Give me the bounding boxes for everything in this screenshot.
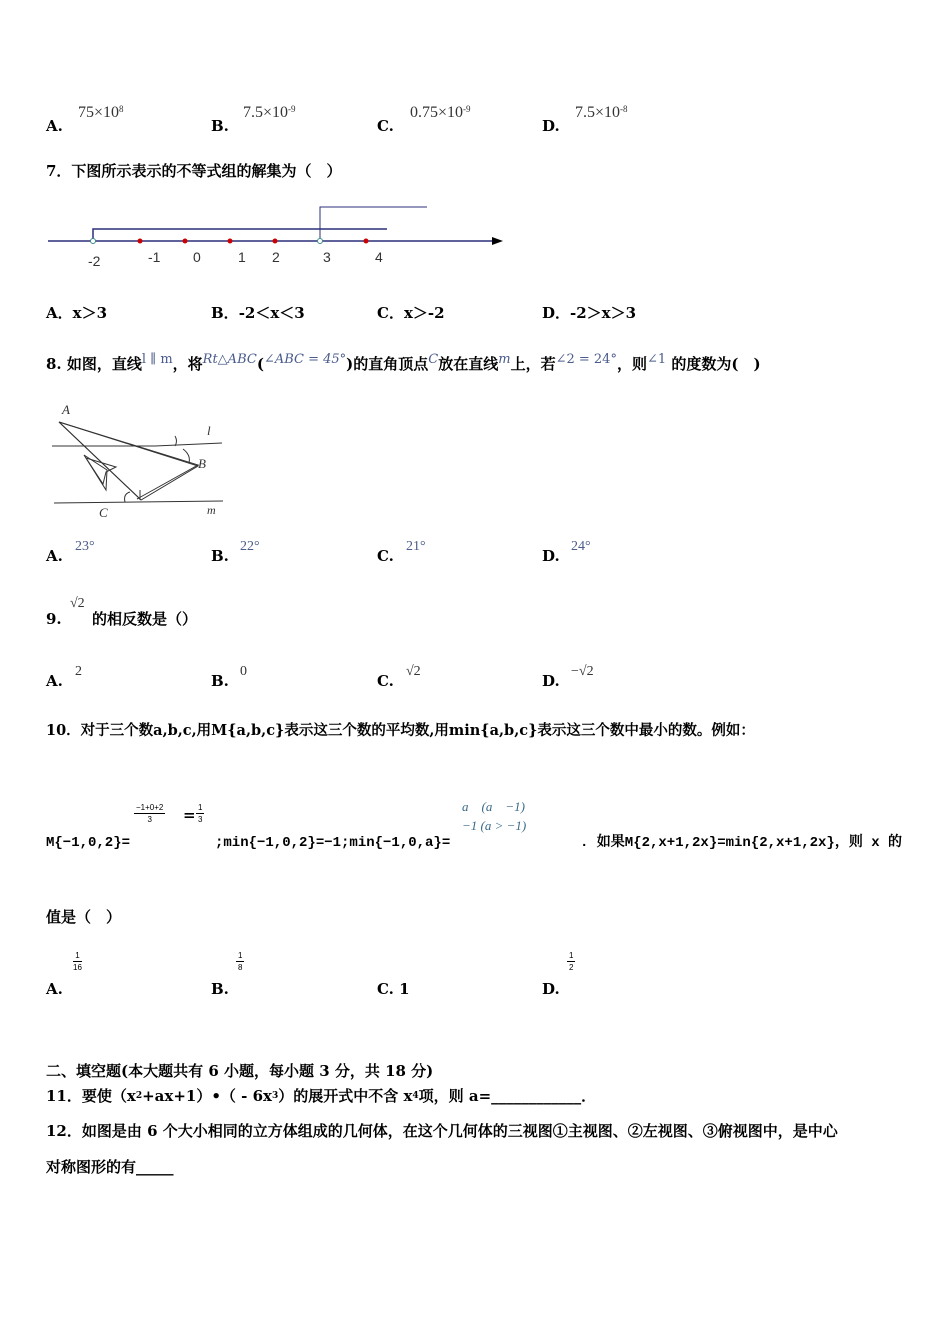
q10-option-d-label: D. xyxy=(542,980,560,998)
tick-label: -2 xyxy=(88,253,101,269)
q6-option-b-label: B. xyxy=(211,117,229,135)
label: B． xyxy=(211,304,239,322)
q11-question xyxy=(46,1087,596,1105)
label: D． xyxy=(542,304,571,322)
t: ，将 xyxy=(172,355,203,373)
label: C. xyxy=(377,980,394,998)
numerator: 1 xyxy=(569,951,574,960)
q9-option-a-label: A. xyxy=(46,672,63,690)
fig-label-c: C xyxy=(99,505,108,520)
q10-fraction-result xyxy=(196,802,204,825)
t: 上，若 xyxy=(510,355,556,373)
numerator: 1 xyxy=(198,803,203,812)
triangle-parallel-lines-figure xyxy=(0,0,950,560)
q6-b-exp: -9 xyxy=(288,104,296,114)
q6-b-base: 7.5×10 xyxy=(243,104,289,121)
q6-a-base: 75×10 xyxy=(78,104,120,121)
q9-sqrt2: √2 xyxy=(70,596,85,611)
exp: 2 xyxy=(135,1091,143,1101)
numerator: −1+0+2 xyxy=(136,803,164,812)
t: 项，则 a=____________． xyxy=(418,1087,597,1105)
q8-option-c-label: C. xyxy=(377,547,394,565)
tick-label: -1 xyxy=(148,249,161,265)
fig-label-m: m xyxy=(207,503,216,517)
denominator: 3 xyxy=(147,815,152,824)
q10-question-end: 值是（ ） xyxy=(46,908,122,926)
q9-number: 9. xyxy=(46,610,62,628)
q6-d-base: 7.5×10 xyxy=(575,104,621,121)
q8-option-d-value: 24° xyxy=(571,539,591,554)
q8-option-a-label: A. xyxy=(46,547,63,565)
q8-option-b-label: B. xyxy=(211,547,229,565)
math: ∠2 = 24° xyxy=(555,352,617,367)
q6-option-a-label: A. xyxy=(46,117,63,135)
line-l xyxy=(155,443,222,446)
q12-question-end: 对称图形的有_____ xyxy=(46,1158,174,1176)
q10-formula-min: ;min{−1,0,2}=−1;min{−1,0,a}= xyxy=(215,835,451,851)
q10-option-a-fraction xyxy=(73,950,82,973)
q6-d-exp: -8 xyxy=(620,104,628,114)
case-1: a (a −1) xyxy=(462,799,525,814)
fig-label-b: B xyxy=(198,456,206,471)
t: ，则 xyxy=(616,355,647,373)
q6-option-d-label: D. xyxy=(542,117,560,135)
q8-option-c-value: 21° xyxy=(406,539,426,554)
t: ）的展开式中不含 x xyxy=(278,1087,413,1105)
t: ( xyxy=(256,355,264,373)
value: x＞3 xyxy=(72,304,108,322)
q10-fraction xyxy=(134,802,165,825)
denominator: 2 xyxy=(569,963,574,972)
q9-option-a-value: 2 xyxy=(75,664,82,679)
q10-option-b-label: B. xyxy=(211,980,229,998)
t: +ax+1）•（ - 6x xyxy=(142,1087,272,1105)
label: C． xyxy=(377,304,404,322)
math: ∠1 xyxy=(646,352,667,367)
fig-label-a: A xyxy=(62,402,70,417)
angle-2-arc xyxy=(175,436,177,446)
q9-option-c-label: C. xyxy=(377,672,394,690)
tick-label: 3 xyxy=(323,249,331,265)
math: C xyxy=(428,352,439,367)
denominator: 3 xyxy=(198,815,203,824)
value: x＞-2 xyxy=(403,304,445,322)
q9-option-b-value: 0 xyxy=(240,664,247,679)
label: A． xyxy=(46,304,73,322)
tick-label: 4 xyxy=(375,249,383,265)
q9-option-d-label: D. xyxy=(542,672,560,690)
q10-option-d-fraction xyxy=(567,950,575,973)
numerator: 1 xyxy=(238,951,243,960)
tick-label: 1 xyxy=(238,249,246,265)
t: 放在直线 xyxy=(438,355,499,373)
q7-question: 7．下图所示表示的不等式组的解集为（ ） xyxy=(46,162,342,180)
denominator: 16 xyxy=(73,963,82,972)
q10-question: 10．对于三个数a,b,c,用M{a,b,c}表示这三个数的平均数,用min{a,b,c}表示这三个数中最小的数。例如： xyxy=(46,722,755,739)
q10-option-a-label: A. xyxy=(46,980,63,998)
tick-label: 2 xyxy=(272,249,280,265)
t: 8. 如图，直线 xyxy=(46,355,142,373)
math: l ∥ m xyxy=(141,352,173,367)
tick-label: 0 xyxy=(193,249,201,265)
section-2-title: 二、填空题(本大题共有 6 小题，每小题 3 分，共 18 分) xyxy=(46,1062,434,1080)
line-m xyxy=(54,501,223,503)
math: ∠ABC = 45° xyxy=(263,352,347,367)
value: 1 xyxy=(399,980,410,998)
t: 的度数为( ) xyxy=(666,355,761,373)
q10-condition: . 如果M{2,x+1,2x}=min{2,x+1,2x}，则 x 的 xyxy=(580,835,903,851)
math: m xyxy=(498,352,511,367)
numerator: 1 xyxy=(73,950,82,962)
exp: 3 xyxy=(271,1091,279,1101)
q10-equals: = xyxy=(183,806,196,824)
q10-piecewise xyxy=(462,797,526,835)
q6-option-c-label: C. xyxy=(377,117,394,135)
t: 11．要使（x xyxy=(46,1087,136,1105)
q9-option-c-value: √2 xyxy=(406,664,421,679)
value: -2＜x＜3 xyxy=(238,304,305,322)
q8-option-d-label: D. xyxy=(542,547,560,565)
exp: 4 xyxy=(412,1091,419,1101)
denominator: 8 xyxy=(238,963,243,972)
q6-c-base: 0.75×10 xyxy=(410,104,464,121)
q10-option-c xyxy=(377,980,410,998)
q6-a-exp: 8 xyxy=(119,104,124,114)
math: Rt△ABC xyxy=(202,352,257,367)
case-2: −1 (a > −1) xyxy=(462,818,527,833)
q9-question: 的相反数是（） xyxy=(92,610,198,628)
right-angle-mark xyxy=(125,492,130,502)
q9-option-b-label: B. xyxy=(211,672,229,690)
q6-c-exp: -9 xyxy=(463,104,471,114)
triangle-outline xyxy=(59,422,198,500)
q10-option-b-fraction xyxy=(236,950,244,973)
fig-label-l: l xyxy=(207,423,211,438)
q10-formula-m: M{−1,0,2}= xyxy=(46,835,131,851)
q9-option-d-value: −√2 xyxy=(571,664,594,679)
t: )的直角顶点 xyxy=(346,355,429,373)
q8-option-b-value: 22° xyxy=(240,539,260,554)
value: -2＞x＞3 xyxy=(570,304,637,322)
q8-option-a-value: 23° xyxy=(75,539,95,554)
q12-question: 12．如图是由 6 个大小相同的立方体组成的几何体，在这个几何体的三视图①主视图、②左视图、③俯视图中，是中心 xyxy=(46,1122,838,1140)
